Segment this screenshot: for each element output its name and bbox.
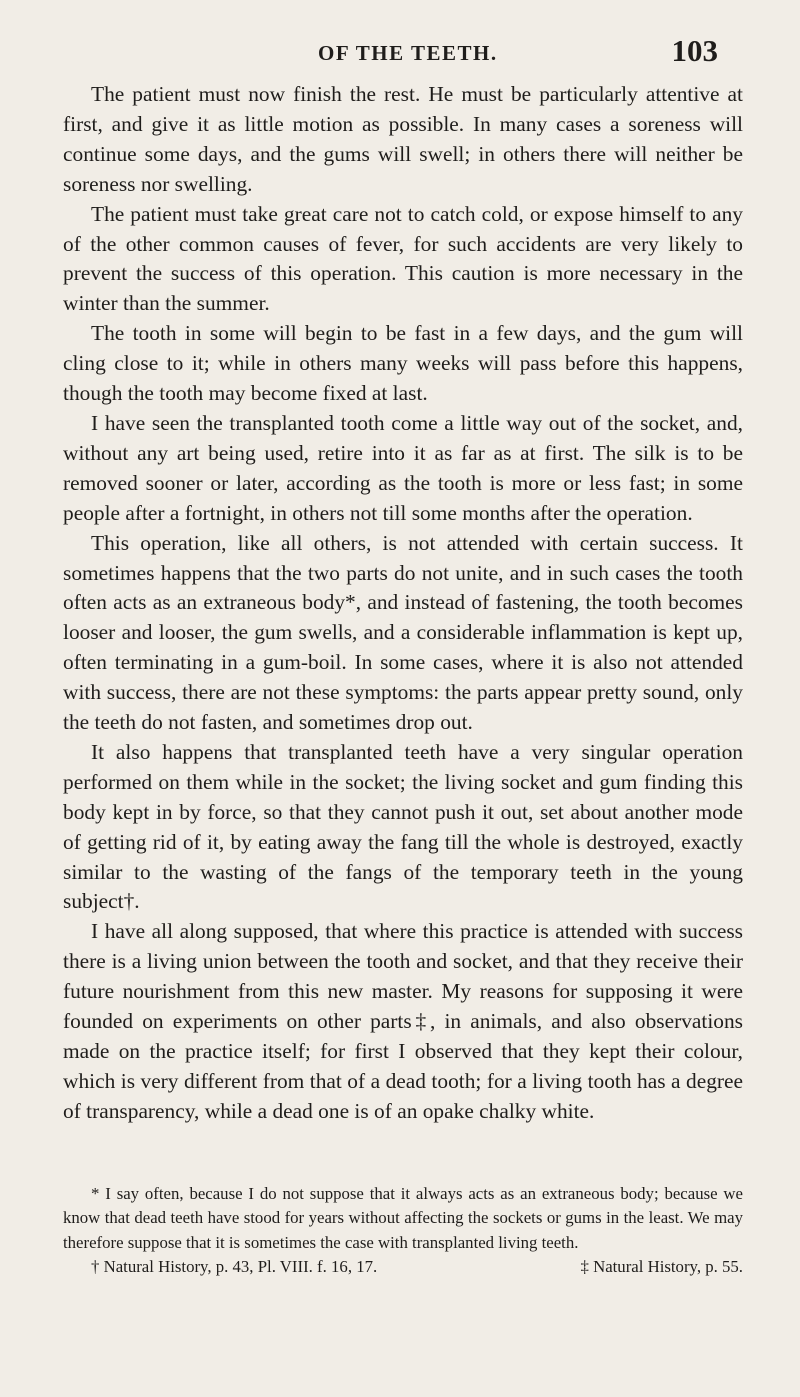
page-header: [0, 33, 800, 73]
footnote: † Natural History, p. 43, Pl. VIII. f. 16, 17.: [91, 1257, 378, 1277]
paragraph: The tooth in some will begin to be fast in a few days, and the gum will cling close to it; while in others many weeks will pass before this happens, though the tooth may become fixed at last.: [63, 321, 743, 406]
paragraph: I have all along supposed, that where this practice is attended with success there is a living union between the tooth and socket, and that they receive their future nourishment from this new master. My reasons for supposing it were founded on experiments on other parts‡, in animals, and also observations made on the practice itself; for first I observed that they kept their colour, which is very different from that of a dead tooth; for a living tooth has a degree of transparency, while a dead one is of an opake chalky white.: [63, 919, 743, 1123]
footnotes: [63, 1182, 743, 1280]
footnote-row: [63, 1255, 743, 1279]
page-number: 103: [671, 33, 718, 68]
running-title: OF THE TEETH.: [318, 41, 498, 65]
footnote: ‡ Natural History, p. 55.: [580, 1257, 743, 1277]
body-text: [63, 80, 743, 1127]
footnote: * I say often, because I do not suppose that it always acts as an extraneous body; because we know that dead teeth have stood for years without affecting the sockets or gums in the least. We may therefore suppose that it is sometimes the case with transplanted living teeth.: [63, 1184, 743, 1252]
paragraph: The patient must take great care not to catch cold, or expose himself to any of the other common causes of fever, for such accidents are very likely to prevent the success of this operation. This caution is more necessary in the winter than the summer.: [63, 201, 743, 316]
paragraph: It also happens that transplanted teeth have a very singular operation performed on them while in the socket; the living socket and gum finding this body kept in by force, so that they cannot push it out, set about another mode of getting rid of it, by eating away the fang till the whole is destroyed, exactly similar to the wasting of the fangs of the temporary teeth in the young subject†.: [63, 739, 743, 914]
paragraph: The patient must now finish the rest. He must be particularly attentive at first, and give it as little motion as possible. In many cases a soreness will continue some days, and the gums will swell; in others there will neither be soreness nor swelling.: [63, 82, 743, 196]
paragraph: I have seen the transplanted tooth come a little way out of the socket, and, without any art being used, retire into it as far as at first. The silk is to be removed sooner or later, according as the tooth is more or less fast; in some people after a fortnight, in others not till some months after the operation.: [63, 410, 743, 525]
paragraph: This operation, like all others, is not attended with certain success. It sometimes happens that the two parts do not unite, and in such cases the tooth often acts as an extraneous body*, and instead of fastening, the tooth becomes looser and looser, the gum swells, and a considerable inflammation is kept up, often terminating in a gum-boil. In some cases, where it is also not attended with success, there are not these symptoms: the parts appear pretty sound, only the teeth do not fasten, and sometimes drop out.: [63, 530, 743, 735]
